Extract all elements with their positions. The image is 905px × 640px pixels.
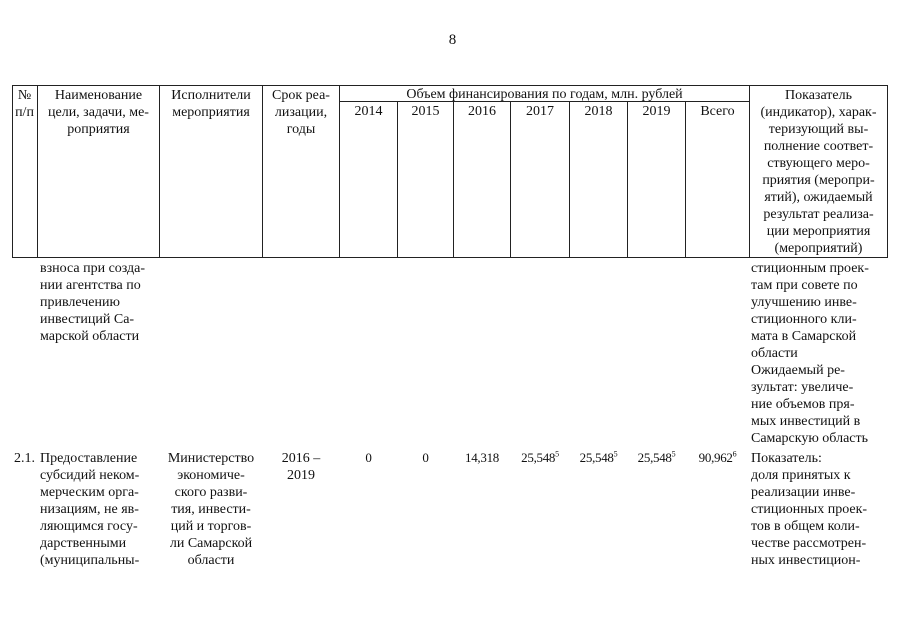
page-number: 8 [448, 32, 457, 48]
header-name: Наименование цели, задачи, ме- роприятия [48, 88, 149, 137]
value-2015: 0 [422, 450, 429, 465]
value-2016: 14,318 [465, 450, 499, 465]
table-right-border [887, 85, 888, 258]
row-indicator-text: Показатель: доля принятых к реализации инве- стиционных проек- тов в общем коли- честве рассмотрен- ных инвестицион- [751, 451, 868, 568]
value-2014: 0 [365, 450, 372, 465]
continuation-name-text: взноса при созда- нии агентства по привлечению инвестиций Са- марской области [40, 261, 146, 344]
year-2019: 2019 [642, 104, 671, 119]
col-divider-2015-2016 [453, 101, 454, 258]
col-divider-2016-2017 [510, 101, 511, 258]
header-funding-title: Объем финансирования по годам, млн. рублей [406, 87, 683, 102]
row-term-text: 2016 – 2019 [281, 451, 321, 483]
header-term: Срок реа- лизации, годы [272, 88, 330, 137]
value-2018: 25,548$^5$ [579, 449, 618, 465]
year-2016: 2016 [468, 104, 496, 119]
year-2018: 2018 [584, 104, 613, 119]
col-divider-2018-2019 [627, 101, 628, 258]
row-number: 2.1. [14, 451, 35, 466]
value-2017: 25,548$^5$ [521, 449, 559, 465]
row-executor-text: Министерство экономиче- ского разви- тия, инвести- ций и торгов- ли Самарской области [167, 451, 255, 568]
year-total: Всего [700, 104, 735, 119]
year-2014: 2014 [354, 104, 383, 119]
year-2017: 2017 [526, 104, 554, 119]
header-indicator: Показатель (индикатор), харак- теризующий вы- полнение соответ- ствующего меро- приятия (меропри- ятий), ожидаемый результат реализа- ции мероприятия (мероприятий) [760, 88, 877, 256]
col-divider-2017-2018 [569, 101, 570, 258]
value-total: 90,962$^6$ [698, 449, 737, 465]
col-divider-2014-2015 [397, 101, 398, 258]
header-bottom-border [12, 257, 887, 258]
header-executors: Исполнители мероприятия [171, 88, 251, 120]
value-2019: 25,548$^5$ [637, 449, 676, 465]
header-number: № п/п [15, 88, 34, 120]
year-2015: 2015 [411, 104, 440, 119]
continuation-indicator-text: стиционным проек- там при совете по улучшению инве- стиционного кли- мата в Самарской области Ожидаемый ре- зультат: увеличе- ние объемов пря- мых инвестиций в Самарскую область [751, 261, 869, 446]
col-divider-2019-total [685, 101, 686, 258]
row-name-text: Предоставление субсидий неком- мерческим орга- низациям, не яв- ляющимся госу- дарственными (муниципальны- [40, 451, 140, 568]
